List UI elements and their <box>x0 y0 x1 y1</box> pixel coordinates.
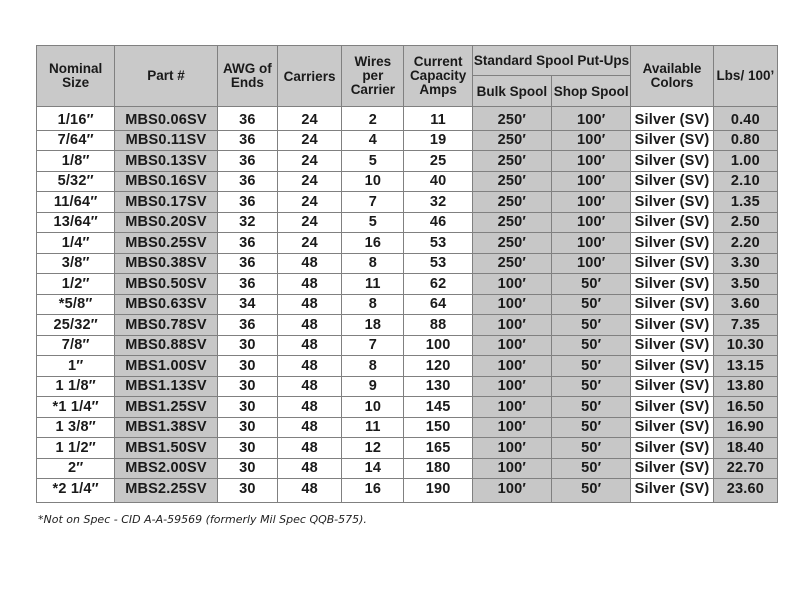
table-row <box>37 130 778 151</box>
cell-wires-per-carrier: 16 <box>342 233 404 254</box>
cell-available-colors: Silver (SV) <box>631 171 713 192</box>
cell-lbs-per-100: 23.60 <box>713 479 777 503</box>
cell-nominal-size: 13/64″ <box>37 212 115 233</box>
cell-shop-spool: 100′ <box>552 151 631 172</box>
cell-shop-spool: 50′ <box>552 479 631 503</box>
cell-wires-per-carrier: 16 <box>342 479 404 503</box>
cell-current-amps: 64 <box>404 294 472 315</box>
cell-bulk-spool: 100′ <box>472 335 551 356</box>
table-row <box>37 171 778 192</box>
cell-current-amps: 120 <box>404 356 472 377</box>
cell-current-amps: 53 <box>404 253 472 274</box>
cell-wires-per-carrier: 2 <box>342 107 404 131</box>
cell-shop-spool: 50′ <box>552 417 631 438</box>
cell-available-colors: Silver (SV) <box>631 479 713 503</box>
cell-lbs-per-100: 18.40 <box>713 438 777 459</box>
cell-current-amps: 130 <box>404 376 472 397</box>
table-row <box>37 335 778 356</box>
cell-part-number: MBS1.25SV <box>115 397 217 418</box>
cell-awg: 30 <box>217 397 277 418</box>
cell-shop-spool: 100′ <box>552 130 631 151</box>
cell-current-amps: 150 <box>404 417 472 438</box>
header-wires-per-carrier: Wires per Carrier <box>342 46 404 107</box>
cell-bulk-spool: 100′ <box>472 356 551 377</box>
cell-wires-per-carrier: 8 <box>342 253 404 274</box>
cell-carriers: 48 <box>277 335 341 356</box>
cell-nominal-size: 1/8″ <box>37 151 115 172</box>
cell-wires-per-carrier: 8 <box>342 294 404 315</box>
cell-wires-per-carrier: 14 <box>342 458 404 479</box>
cell-current-amps: 46 <box>404 212 472 233</box>
cell-carriers: 48 <box>277 479 341 503</box>
cell-carriers: 24 <box>277 212 341 233</box>
cell-available-colors: Silver (SV) <box>631 315 713 336</box>
cell-nominal-size: 5/32″ <box>37 171 115 192</box>
cell-part-number: MBS2.25SV <box>115 479 217 503</box>
cell-available-colors: Silver (SV) <box>631 335 713 356</box>
cell-wires-per-carrier: 10 <box>342 397 404 418</box>
cell-bulk-spool: 100′ <box>472 438 551 459</box>
cell-available-colors: Silver (SV) <box>631 458 713 479</box>
cell-awg: 30 <box>217 376 277 397</box>
cell-lbs-per-100: 3.60 <box>713 294 777 315</box>
cell-lbs-per-100: 2.50 <box>713 212 777 233</box>
cell-current-amps: 62 <box>404 274 472 295</box>
cell-shop-spool: 50′ <box>552 315 631 336</box>
cell-bulk-spool: 100′ <box>472 294 551 315</box>
cell-available-colors: Silver (SV) <box>631 376 713 397</box>
cell-awg: 36 <box>217 192 277 213</box>
cell-current-amps: 25 <box>404 151 472 172</box>
table-header <box>37 46 778 107</box>
table-row <box>37 253 778 274</box>
cell-shop-spool: 100′ <box>552 233 631 254</box>
cell-wires-per-carrier: 4 <box>342 130 404 151</box>
cell-awg: 30 <box>217 417 277 438</box>
cell-bulk-spool: 100′ <box>472 479 551 503</box>
cell-lbs-per-100: 1.35 <box>713 192 777 213</box>
cell-current-amps: 88 <box>404 315 472 336</box>
cell-wires-per-carrier: 11 <box>342 274 404 295</box>
cell-part-number: MBS2.00SV <box>115 458 217 479</box>
cell-bulk-spool: 250′ <box>472 233 551 254</box>
cell-lbs-per-100: 10.30 <box>713 335 777 356</box>
cell-part-number: MBS0.17SV <box>115 192 217 213</box>
cell-part-number: MBS0.06SV <box>115 107 217 131</box>
cell-nominal-size: 1 3/8″ <box>37 417 115 438</box>
cell-nominal-size: 1/16″ <box>37 107 115 131</box>
cell-bulk-spool: 100′ <box>472 315 551 336</box>
header-available-colors: Available Colors <box>631 46 713 107</box>
cell-available-colors: Silver (SV) <box>631 397 713 418</box>
cell-part-number: MBS0.13SV <box>115 151 217 172</box>
table-row <box>37 376 778 397</box>
cell-lbs-per-100: 13.15 <box>713 356 777 377</box>
cell-wires-per-carrier: 5 <box>342 151 404 172</box>
cell-carriers: 48 <box>277 376 341 397</box>
cell-carriers: 48 <box>277 356 341 377</box>
cell-wires-per-carrier: 7 <box>342 335 404 356</box>
cell-carriers: 24 <box>277 151 341 172</box>
cell-shop-spool: 50′ <box>552 274 631 295</box>
table-row <box>37 479 778 503</box>
table-row <box>37 151 778 172</box>
cell-awg: 34 <box>217 294 277 315</box>
cell-awg: 30 <box>217 335 277 356</box>
table-row <box>37 417 778 438</box>
cell-available-colors: Silver (SV) <box>631 107 713 131</box>
cell-shop-spool: 50′ <box>552 438 631 459</box>
cell-current-amps: 145 <box>404 397 472 418</box>
cell-bulk-spool: 100′ <box>472 417 551 438</box>
cell-carriers: 48 <box>277 274 341 295</box>
cell-awg: 30 <box>217 458 277 479</box>
header-awg-of-ends: AWG of Ends <box>217 46 277 107</box>
cell-available-colors: Silver (SV) <box>631 233 713 254</box>
cell-lbs-per-100: 7.35 <box>713 315 777 336</box>
cell-awg: 36 <box>217 233 277 254</box>
cell-carriers: 48 <box>277 294 341 315</box>
cell-bulk-spool: 250′ <box>472 151 551 172</box>
cell-awg: 36 <box>217 274 277 295</box>
cell-awg: 32 <box>217 212 277 233</box>
cell-bulk-spool: 250′ <box>472 192 551 213</box>
cell-bulk-spool: 100′ <box>472 397 551 418</box>
cell-shop-spool: 50′ <box>552 376 631 397</box>
header-current-capacity: Current Capacity Amps <box>404 46 472 107</box>
cell-current-amps: 32 <box>404 192 472 213</box>
cell-carriers: 48 <box>277 397 341 418</box>
cell-awg: 36 <box>217 171 277 192</box>
cell-current-amps: 165 <box>404 438 472 459</box>
cell-awg: 36 <box>217 315 277 336</box>
cell-bulk-spool: 250′ <box>472 253 551 274</box>
cell-lbs-per-100: 0.80 <box>713 130 777 151</box>
cell-shop-spool: 100′ <box>552 192 631 213</box>
cell-carriers: 24 <box>277 171 341 192</box>
header-shop-spool: Shop Spool <box>552 76 631 107</box>
header-standard-spool-put-ups: Standard Spool Put-Ups <box>472 46 631 76</box>
cell-shop-spool: 50′ <box>552 335 631 356</box>
cell-part-number: MBS0.63SV <box>115 294 217 315</box>
table-row <box>37 458 778 479</box>
header-part-number: Part # <box>115 46 217 107</box>
cell-wires-per-carrier: 7 <box>342 192 404 213</box>
cell-lbs-per-100: 2.10 <box>713 171 777 192</box>
cell-wires-per-carrier: 12 <box>342 438 404 459</box>
cell-lbs-per-100: 16.90 <box>713 417 777 438</box>
cell-shop-spool: 100′ <box>552 253 631 274</box>
cell-part-number: MBS1.13SV <box>115 376 217 397</box>
cell-nominal-size: 1 1/8″ <box>37 376 115 397</box>
cell-available-colors: Silver (SV) <box>631 192 713 213</box>
cell-current-amps: 40 <box>404 171 472 192</box>
cell-lbs-per-100: 22.70 <box>713 458 777 479</box>
cell-current-amps: 180 <box>404 458 472 479</box>
cell-awg: 36 <box>217 107 277 131</box>
cell-bulk-spool: 250′ <box>472 130 551 151</box>
cell-bulk-spool: 100′ <box>472 376 551 397</box>
cell-nominal-size: 2″ <box>37 458 115 479</box>
table-row <box>37 212 778 233</box>
cell-part-number: MBS0.78SV <box>115 315 217 336</box>
cell-lbs-per-100: 16.50 <box>713 397 777 418</box>
header-lbs-per-100: Lbs/ 100’ <box>713 46 777 107</box>
cell-part-number: MBS1.38SV <box>115 417 217 438</box>
cell-carriers: 24 <box>277 130 341 151</box>
cell-current-amps: 19 <box>404 130 472 151</box>
cell-shop-spool: 50′ <box>552 356 631 377</box>
cell-part-number: MBS0.88SV <box>115 335 217 356</box>
cell-lbs-per-100: 1.00 <box>713 151 777 172</box>
cell-awg: 30 <box>217 438 277 459</box>
cell-available-colors: Silver (SV) <box>631 438 713 459</box>
cell-shop-spool: 50′ <box>552 458 631 479</box>
cell-part-number: MBS0.16SV <box>115 171 217 192</box>
cell-part-number: MBS0.11SV <box>115 130 217 151</box>
table-row <box>37 274 778 295</box>
table-row <box>37 294 778 315</box>
table-row <box>37 192 778 213</box>
cell-nominal-size: 1 1/2″ <box>37 438 115 459</box>
cell-current-amps: 190 <box>404 479 472 503</box>
table-row <box>37 233 778 254</box>
cell-wires-per-carrier: 10 <box>342 171 404 192</box>
cell-bulk-spool: 250′ <box>472 107 551 131</box>
cell-nominal-size: 1″ <box>37 356 115 377</box>
cell-carriers: 24 <box>277 192 341 213</box>
cell-shop-spool: 100′ <box>552 171 631 192</box>
cell-shop-spool: 50′ <box>552 397 631 418</box>
cell-available-colors: Silver (SV) <box>631 417 713 438</box>
cell-lbs-per-100: 3.30 <box>713 253 777 274</box>
header-nominal-size: Nominal Size <box>37 46 115 107</box>
cell-available-colors: Silver (SV) <box>631 151 713 172</box>
cell-carriers: 24 <box>277 107 341 131</box>
table-row <box>37 397 778 418</box>
cell-nominal-size: *2 1/4″ <box>37 479 115 503</box>
table-row <box>37 356 778 377</box>
cell-nominal-size: 11/64″ <box>37 192 115 213</box>
cell-carriers: 48 <box>277 253 341 274</box>
cell-awg: 30 <box>217 356 277 377</box>
cell-nominal-size: 1/4″ <box>37 233 115 254</box>
cell-current-amps: 100 <box>404 335 472 356</box>
cell-bulk-spool: 250′ <box>472 212 551 233</box>
cell-current-amps: 11 <box>404 107 472 131</box>
cell-carriers: 24 <box>277 233 341 254</box>
cell-available-colors: Silver (SV) <box>631 356 713 377</box>
footnote: *Not on Spec - CID A-A-59569 (formerly Mil Spec QQB-575). <box>38 513 367 526</box>
cell-awg: 36 <box>217 253 277 274</box>
cell-wires-per-carrier: 5 <box>342 212 404 233</box>
cell-part-number: MBS0.25SV <box>115 233 217 254</box>
cell-bulk-spool: 100′ <box>472 274 551 295</box>
cell-lbs-per-100: 0.40 <box>713 107 777 131</box>
cell-wires-per-carrier: 8 <box>342 356 404 377</box>
cell-wires-per-carrier: 9 <box>342 376 404 397</box>
table-row <box>37 315 778 336</box>
table-row <box>37 107 778 131</box>
header-carriers: Carriers <box>277 46 341 107</box>
cell-shop-spool: 100′ <box>552 212 631 233</box>
cell-part-number: MBS1.00SV <box>115 356 217 377</box>
cell-nominal-size: 3/8″ <box>37 253 115 274</box>
cell-available-colors: Silver (SV) <box>631 274 713 295</box>
cell-part-number: MBS0.50SV <box>115 274 217 295</box>
cell-nominal-size: *1 1/4″ <box>37 397 115 418</box>
cell-bulk-spool: 250′ <box>472 171 551 192</box>
cell-nominal-size: 7/8″ <box>37 335 115 356</box>
header-bulk-spool: Bulk Spool <box>472 76 551 107</box>
cell-shop-spool: 100′ <box>552 107 631 131</box>
cell-carriers: 48 <box>277 458 341 479</box>
cell-awg: 36 <box>217 130 277 151</box>
cell-awg: 30 <box>217 479 277 503</box>
cell-nominal-size: *5/8″ <box>37 294 115 315</box>
cell-carriers: 48 <box>277 315 341 336</box>
cell-bulk-spool: 100′ <box>472 458 551 479</box>
cell-wires-per-carrier: 18 <box>342 315 404 336</box>
cell-available-colors: Silver (SV) <box>631 253 713 274</box>
cell-awg: 36 <box>217 151 277 172</box>
cell-part-number: MBS1.50SV <box>115 438 217 459</box>
table-row <box>37 438 778 459</box>
cell-lbs-per-100: 3.50 <box>713 274 777 295</box>
cell-wires-per-carrier: 11 <box>342 417 404 438</box>
cell-current-amps: 53 <box>404 233 472 254</box>
cell-nominal-size: 25/32″ <box>37 315 115 336</box>
cell-shop-spool: 50′ <box>552 294 631 315</box>
spec-table <box>36 45 778 503</box>
cell-carriers: 48 <box>277 438 341 459</box>
cell-available-colors: Silver (SV) <box>631 130 713 151</box>
cell-part-number: MBS0.38SV <box>115 253 217 274</box>
cell-carriers: 48 <box>277 417 341 438</box>
table-body <box>37 107 778 503</box>
cell-available-colors: Silver (SV) <box>631 294 713 315</box>
cell-available-colors: Silver (SV) <box>631 212 713 233</box>
cell-lbs-per-100: 13.80 <box>713 376 777 397</box>
cell-lbs-per-100: 2.20 <box>713 233 777 254</box>
cell-nominal-size: 1/2″ <box>37 274 115 295</box>
cell-part-number: MBS0.20SV <box>115 212 217 233</box>
cell-nominal-size: 7/64″ <box>37 130 115 151</box>
